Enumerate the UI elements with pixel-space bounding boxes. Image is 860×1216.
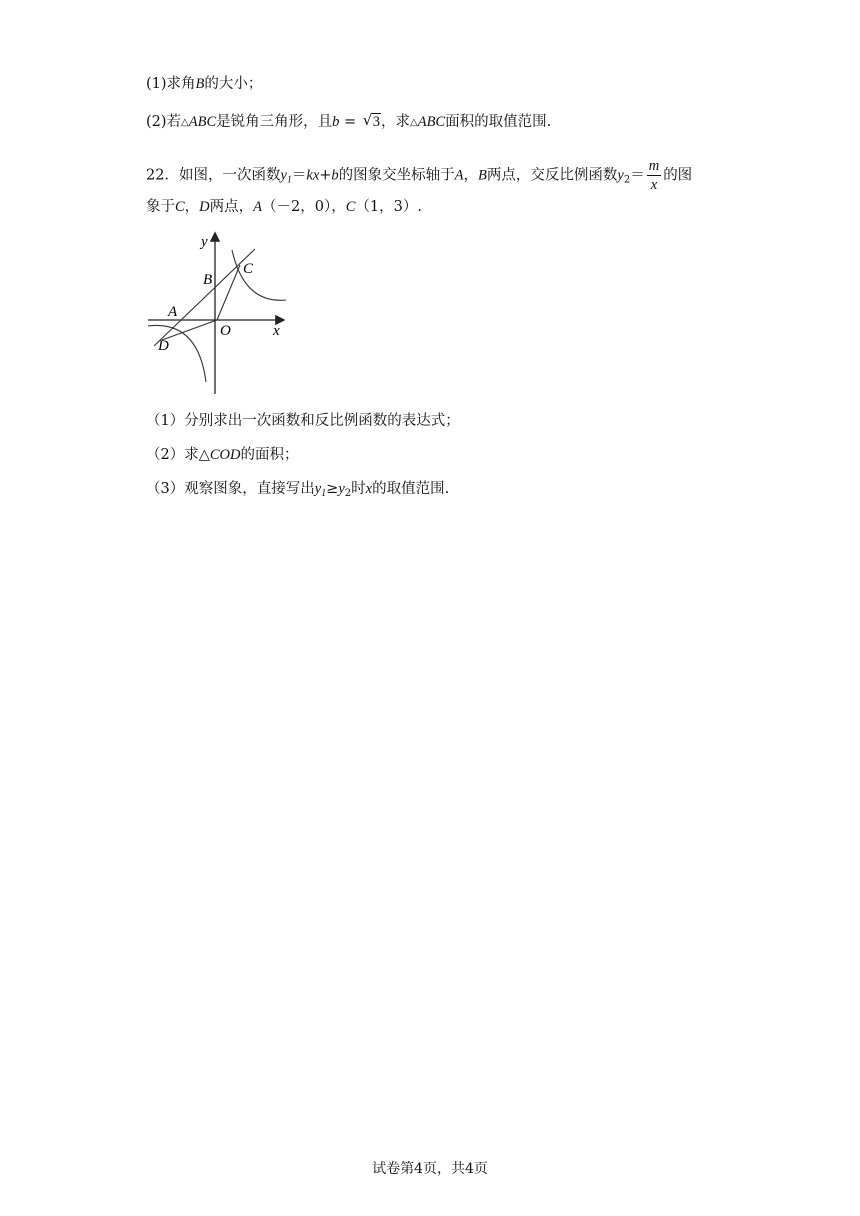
q22-stem-line1: 22．如图，一次函数$y_1=kx+b$的图象交坐标轴于A，B两点，交反比例函数$y_2=$ $\frac{m}{x}$ 的图 [146, 158, 693, 193]
q21-part2: (2)若△ABC是锐角三角形，且b = √ 3，求△ABC面积的取值范围. [146, 111, 552, 130]
label-x: x [273, 323, 280, 339]
var-b: B [195, 76, 205, 92]
label-o: O [220, 323, 231, 339]
segment-oc [217, 265, 240, 320]
q21-part1: (1)求角B的大小； [146, 76, 263, 92]
q22-sub2: （2）求△COD的面积； [146, 447, 299, 463]
function-graph-figure [140, 228, 300, 400]
label-y: y [201, 234, 208, 250]
fraction-m-over-x: $\frac{m}{x}$ [648, 158, 660, 193]
label-a: A [168, 304, 178, 320]
label-c: C [243, 261, 254, 277]
linear-function-line [154, 249, 255, 346]
label-d: D [158, 338, 169, 354]
label-b: B [203, 272, 213, 288]
q22-sub1: （1）分别求出一次函数和反比例函数的表达式； [146, 413, 460, 429]
q22-sub3: （3）观察图象，直接写出$y_1\ge y_2$时x的取值范围. [146, 481, 450, 499]
sqrt-expression: √ 3 [362, 111, 381, 130]
q22-stem-line2: 象于C，D两点，A（－2，0），C（1，3）. [146, 199, 422, 215]
hyperbola-branch-q1 [232, 250, 286, 300]
page-footer: 试卷第4页，共4页 [372, 1161, 488, 1177]
hyperbola-branch-q3 [148, 325, 206, 382]
